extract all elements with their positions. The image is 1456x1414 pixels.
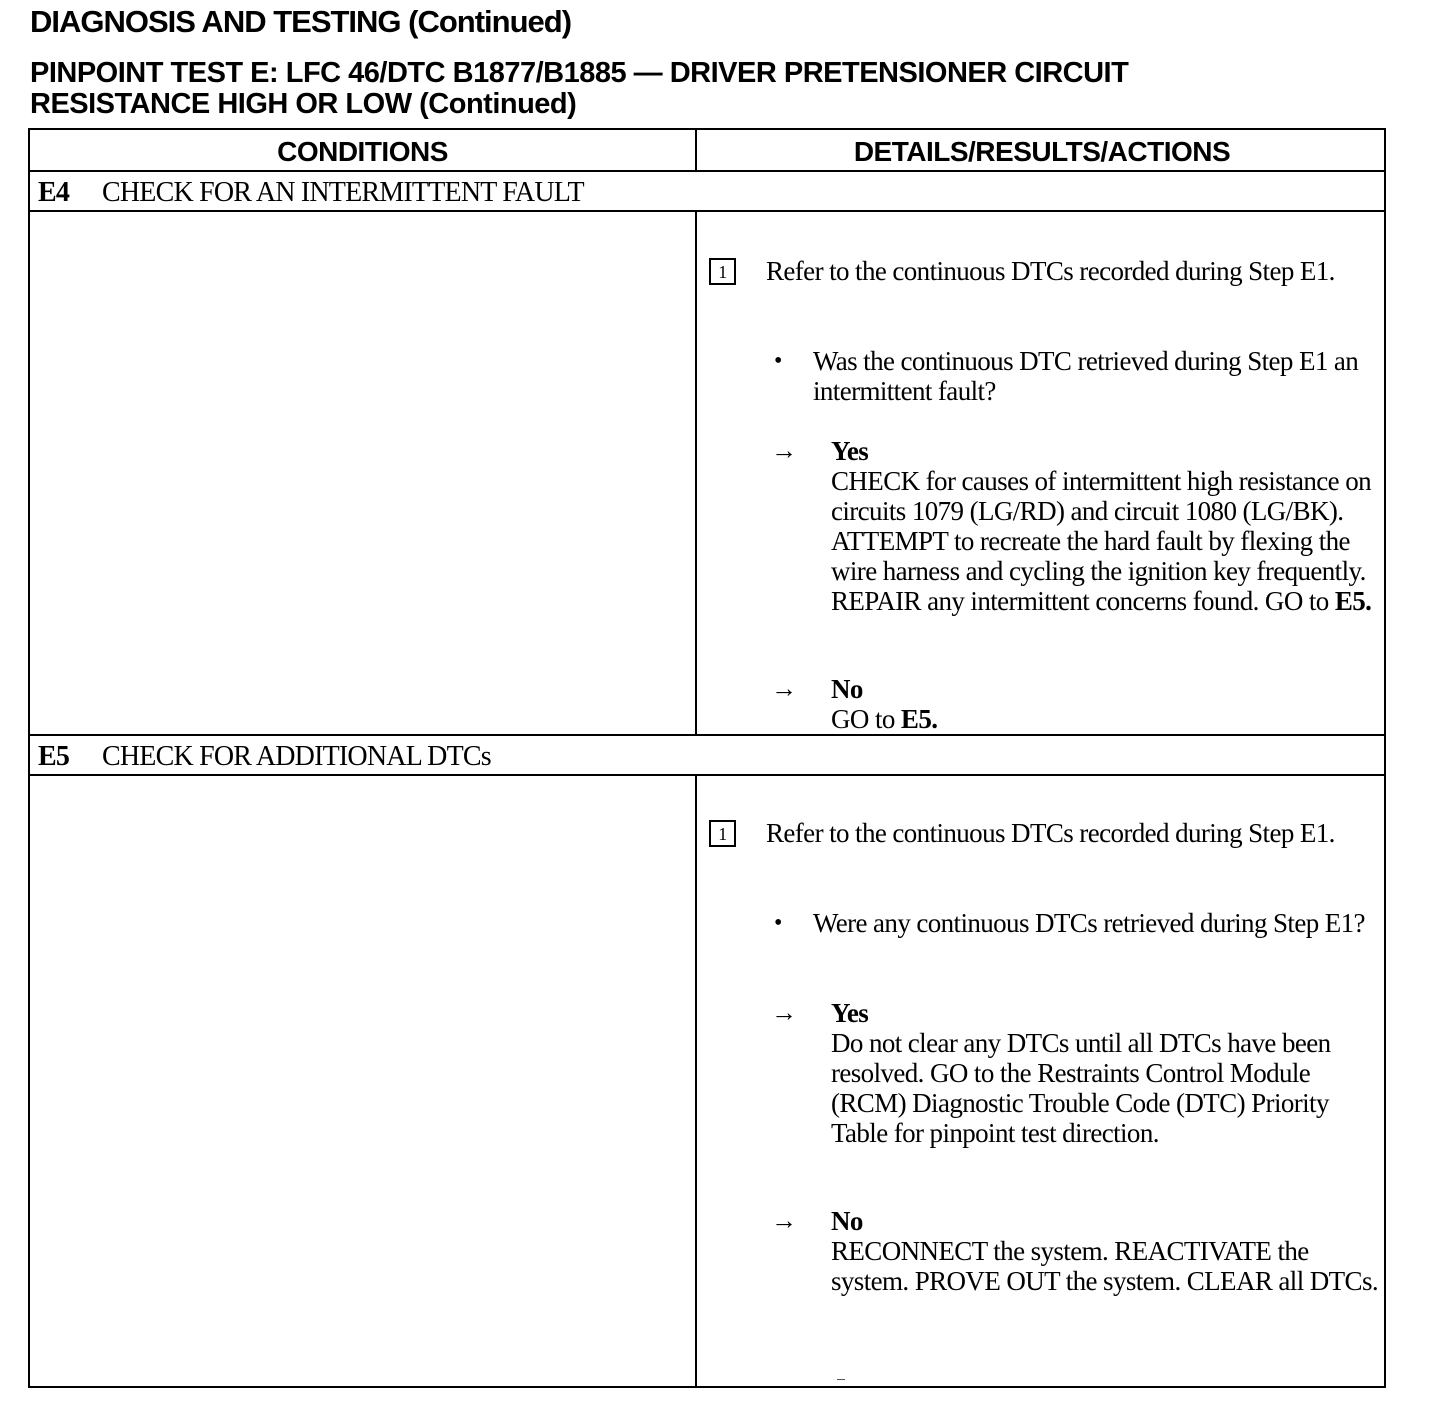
step-e4-no-text: GO to E5. (831, 704, 938, 734)
pinpoint-test-title (30, 58, 1410, 120)
step-e4-instruction: Refer to the continuous DTCs recorded during Step E1. (766, 256, 1335, 286)
step-e5-instruction-number: 1 (709, 820, 736, 847)
step-e5-no-label: No (831, 1206, 863, 1236)
pinpoint-test-title-line1: PINPOINT TEST E: LFC 46/DTC B1877/B1885 — DRIVER PRETENSIONER CIRCUIT (30, 57, 1129, 89)
step-e5-instruction: Refer to the continuous DTCs recorded during Step E1. (766, 818, 1335, 848)
step-e4-no-result (831, 674, 1386, 734)
step-e5-no-result (831, 1206, 1386, 1296)
step-e5-conditions-cell (30, 776, 697, 1386)
step-e4-yes-text: CHECK for causes of intermittent high resistance on circuits 1079 (LG/RD) and circuit 1080 (LG/BK). ATTEMPT to recreate the hard fault by flexing the wire harness and cycling the ignition key frequently. REPAIR any intermittent concerns found. GO to E5. (831, 466, 1372, 616)
step-e5-yes-result (831, 998, 1386, 1148)
step-e5-id: E5 (38, 741, 70, 772)
step-e4-body-row (30, 212, 1384, 736)
step-e4-conditions-cell (30, 212, 697, 734)
step-e5-no-text: RECONNECT the system. REACTIVATE the system. PROVE OUT the system. CLEAR all DTCs. (831, 1236, 1379, 1296)
step-e5-body-row (30, 776, 1384, 1386)
step-e5-details-cell (697, 776, 1387, 1386)
step-e5-question: Were any continuous DTCs retrieved during Step E1? (813, 908, 1365, 938)
step-e4-bullet-icon: • (774, 348, 782, 374)
step-e4-yes-result (831, 436, 1386, 616)
page-heading: DIAGNOSIS AND TESTING (Continued) (30, 4, 572, 39)
step-e4-yes-arrow-icon: → (771, 436, 797, 465)
step-e4-no-label: No (831, 674, 863, 704)
step-e4-yes-label: Yes (831, 436, 869, 466)
step-e4-instruction-number: 1 (709, 258, 736, 285)
step-e5-title: CHECK FOR ADDITIONAL DTCs (102, 741, 491, 772)
step-e5-yes-label: Yes (831, 998, 869, 1028)
step-e4-title: CHECK FOR AN INTERMITTENT FAULT (102, 177, 584, 208)
details-header: DETAILS/RESULTS/ACTIONS (853, 136, 1231, 167)
step-e4-details-cell (697, 212, 1387, 734)
pinpoint-test-title-line2: RESISTANCE HIGH OR LOW (Continued) (30, 88, 577, 120)
step-e5-no-arrow-icon: → (771, 1206, 797, 1235)
step-e4-no-goto-ref[interactable]: E5. (900, 704, 938, 734)
step-e5-title-row (30, 736, 1384, 776)
step-e4-question: Was the continuous DTC retrieved during Step E1 an intermittent fault? (813, 346, 1359, 406)
step-e4-title-row (30, 172, 1384, 212)
table-header-row (30, 130, 1384, 172)
conditions-header: CONDITIONS (30, 130, 697, 170)
step-e5-bullet-icon: • (774, 910, 782, 936)
pinpoint-test-table (28, 128, 1386, 1388)
scan-mark (837, 1379, 845, 1380)
step-e5-yes-text: Do not clear any DTCs until all DTCs have been resolved. GO to the Restraints Control Module (RCM) Diagnostic Trouble Code (DTC) Priority Table for pinpoint test direction. (831, 1028, 1331, 1148)
step-e4-no-arrow-icon: → (771, 674, 797, 703)
step-e5-yes-arrow-icon: → (771, 998, 797, 1027)
step-e4-yes-goto-ref[interactable]: E5. (1334, 586, 1372, 616)
step-e4-id: E4 (38, 177, 70, 208)
